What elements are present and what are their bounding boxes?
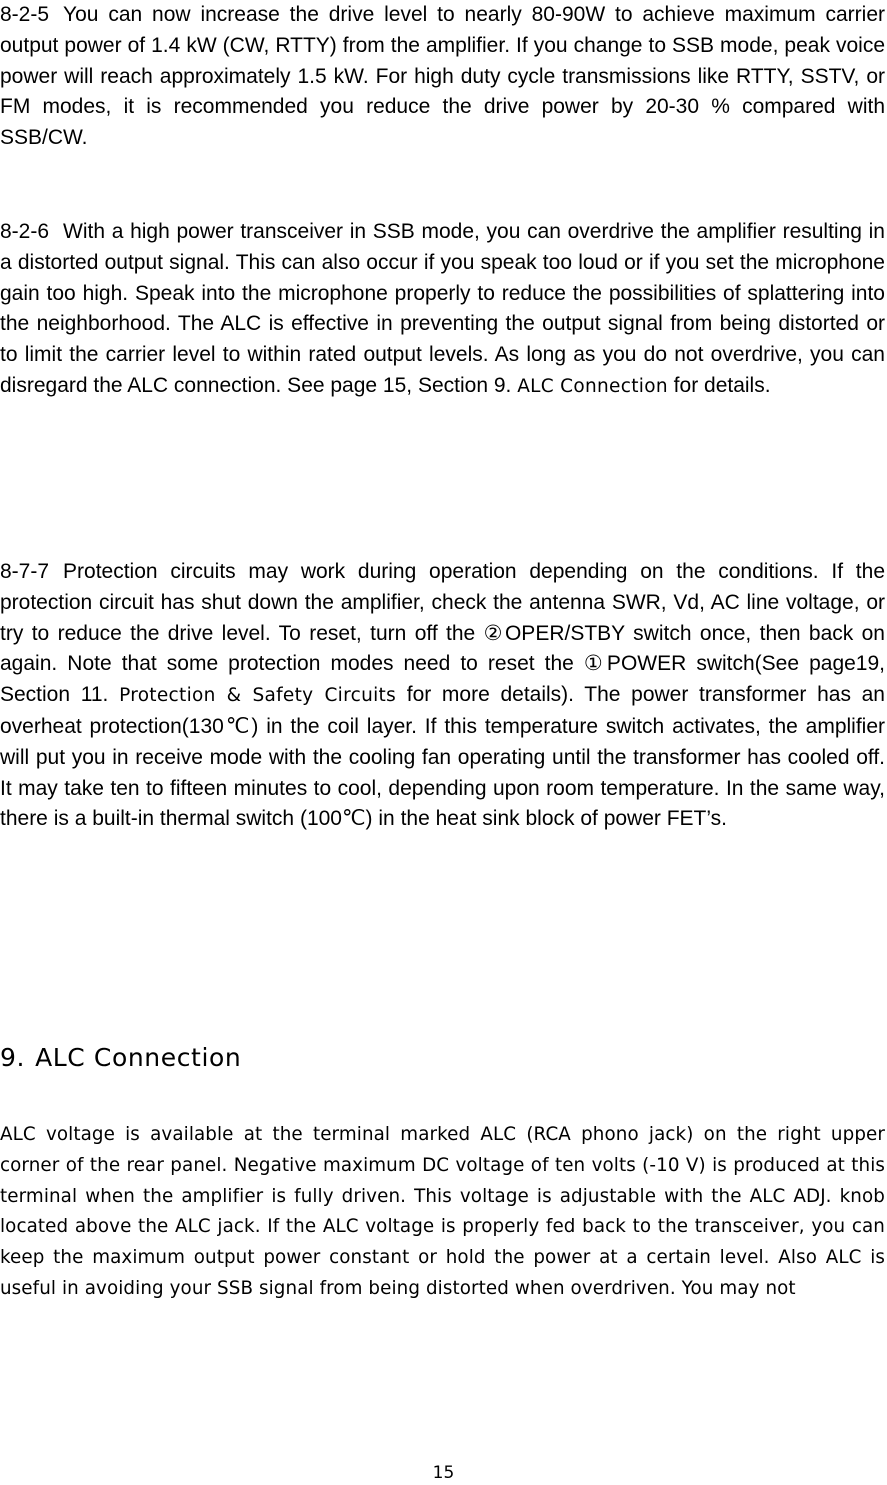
section-reference: ALC Connection: [517, 375, 668, 397]
paragraph-number: 8-2-5: [0, 3, 50, 26]
paragraph-text: Protection circuits may work during operation depending on the conditions. If the protection circuit has shut down the amplifier, check the antenna SWR, Vd, AC line voltage, or try to reduce the drive level. To reset, turn off the ②OPER/STBY switch once, then back on again. Note that some protection modes need to reset the ①POWER switch(See page19, Section 11.: [0, 560, 885, 707]
paragraph-number: 8-2-6: [0, 220, 50, 243]
paragraph-number: 8-7-7: [0, 560, 50, 583]
page-number: 15: [432, 1463, 455, 1483]
paragraph-tail: for more details). The power transformer has an overheat protection(130℃) in the coil layer. If this temperature switch activates, the amplifier will put you in receive mode with the cooling fan operating until the transformer has cooled off. It may take ten to fifteen minutes to cool, depending upon room temperature. In the same way, there is a built-in thermal switch (100℃) in the heat sink block of power FET’s.: [0, 683, 885, 831]
paragraph-text: You can now increase the drive level to nearly 80-90W to achieve maximum carrier output power of 1.4 kW (CW, RTTY) from the amplifier. If you change to SSB mode, peak voice power will reach approximately 1.5 kW. For high duty cycle transmissions like RTTY, SSTV, or FM modes, it is recommended you reduce the drive power by 20-30 % compared with SSB/CW.: [0, 3, 885, 150]
paragraph-tail: for details.: [667, 373, 771, 397]
section-number: 9.: [0, 1043, 26, 1072]
section-heading: [0, 1040, 241, 1076]
section-title: ALC Connection: [35, 1043, 242, 1072]
paragraph-8-2-5: [0, 0, 885, 154]
paragraph-8-2-6: [0, 217, 885, 403]
paragraph-text: With a high power transceiver in SSB mode, you can overdrive the amplifier resulting in a distorted output signal. This can also occur if you speak too loud or if you set the microphone gain too high. Speak into the microphone properly to reduce the possibilities of splattering into the neighborhood. The ALC is effective in preventing the output signal from being distorted or to limit the carrier level to within rated output levels. As long as you do not overdrive, you can disregard the ALC connection. See page 15, Section 9.: [0, 220, 885, 397]
paragraph-8-7-7: [0, 557, 885, 835]
section-body: ALC voltage is available at the terminal marked ALC (RCA phono jack) on the right upper corner of the rear panel. Negative maximum DC voltage of ten volts (-10 V) is produced at this terminal when the amplifier is fully driven. This voltage is adjustable with the ALC ADJ. knob located above the ALC jack. If the ALC voltage is properly fed back to the transceiver, you can keep the maximum output power constant or hold the power at a certain level. Also ALC is useful in avoiding your SSB signal from being distorted when overdriven. You may not: [0, 1124, 885, 1299]
section-reference: Protection & Safety Circuits: [119, 685, 397, 707]
